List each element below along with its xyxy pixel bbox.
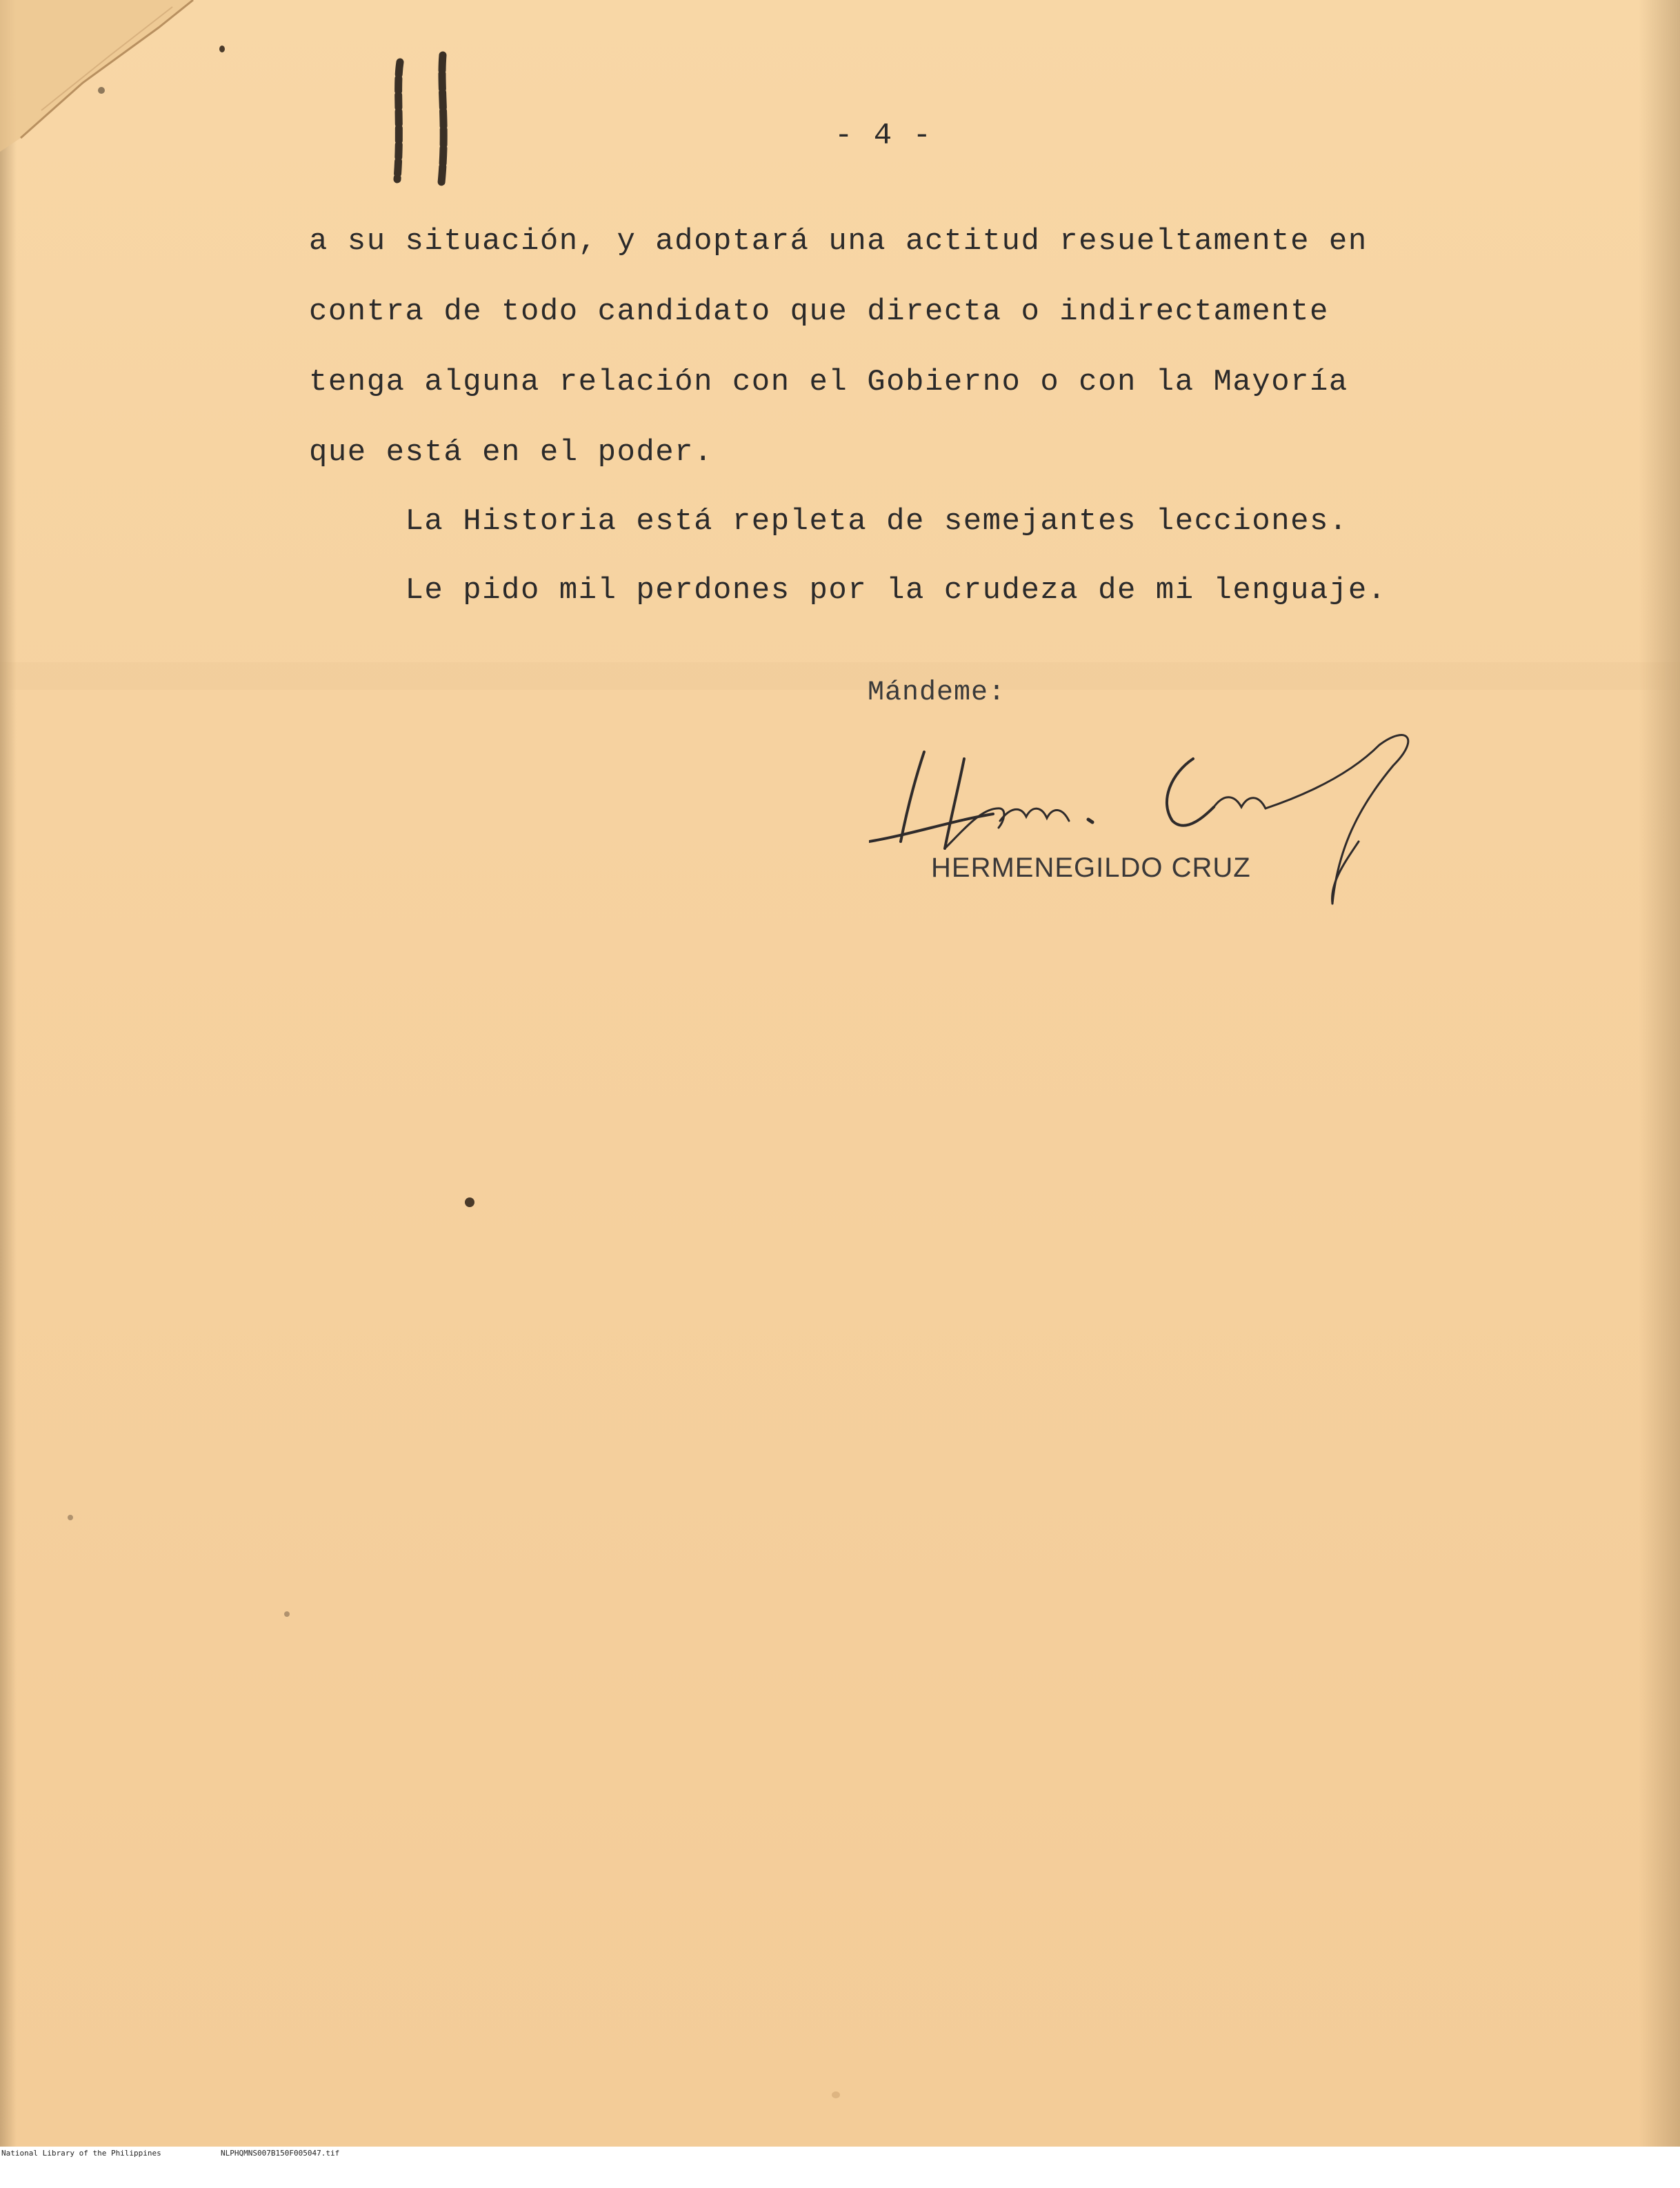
- closing-salutation: Mándeme:: [868, 677, 1006, 708]
- ink-speck: [98, 87, 105, 94]
- ink-speck: [284, 1611, 290, 1617]
- torn-corner-icon: [0, 0, 221, 152]
- staple-mark-icon: [386, 41, 462, 200]
- page-left-edge-shadow: [0, 0, 17, 2147]
- handwritten-signature-icon: [869, 731, 1490, 911]
- body-line: a su situación, y adoptará una actitud resueltamente en: [309, 224, 1368, 259]
- signer-name: HERMENEGILDO CRUZ: [931, 853, 1251, 883]
- ink-speck: [465, 1197, 474, 1207]
- body-line: que está en el poder.: [309, 435, 713, 470]
- page-number: - 4 -: [834, 119, 933, 153]
- body-line: La Historia está repleta de semejantes lecciones.: [309, 504, 1348, 539]
- body-line: tenga alguna relación con el Gobierno o con la Mayoría: [309, 365, 1348, 399]
- footer-filename: NLPHQMNS007B150F005047.tif: [221, 2149, 340, 2158]
- body-line: Le pido mil perdones por la crudeza de mi lenguaje.: [309, 573, 1387, 608]
- scan-footer: [0, 2147, 1680, 2160]
- ink-speck: [832, 2091, 840, 2098]
- ink-speck: [219, 46, 225, 52]
- ink-speck: [68, 1515, 73, 1520]
- paper-fold-band: [0, 662, 1680, 690]
- page-right-edge-shadow: [1639, 0, 1680, 2147]
- body-line: contra de todo candidato que directa o indirectamente: [309, 295, 1329, 329]
- footer-library: National Library of the Philippines: [1, 2149, 161, 2158]
